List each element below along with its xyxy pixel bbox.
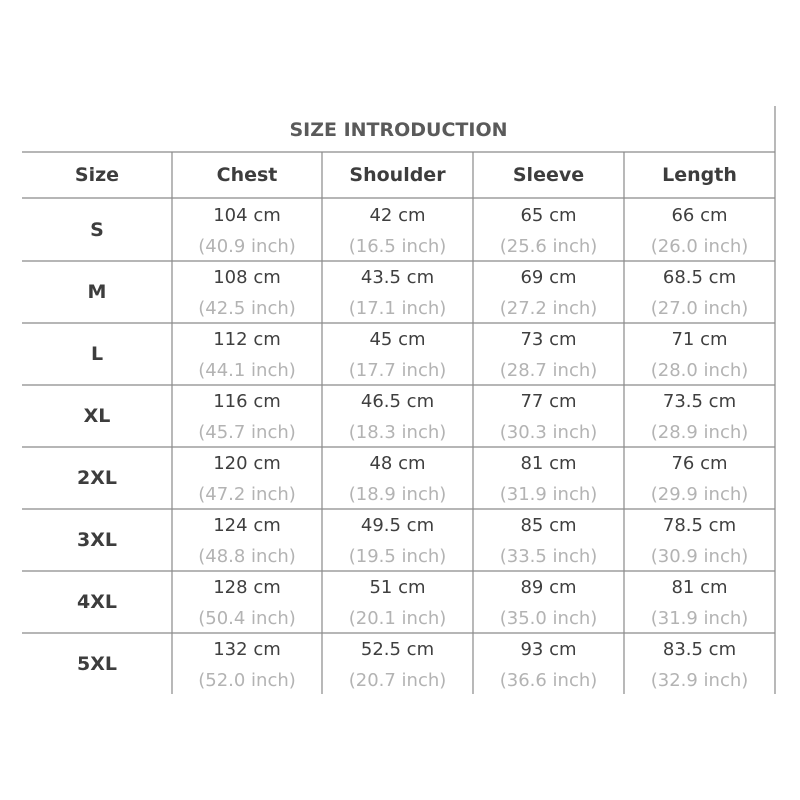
measurement-inch: (44.1 inch): [198, 360, 296, 381]
measurement-cm: 89 cm: [520, 577, 577, 598]
measurement-inch: (19.5 inch): [348, 546, 447, 567]
measurement-cm: 69 cm: [520, 267, 577, 288]
measurement-inch: (47.2 inch): [198, 484, 296, 505]
measurement-inch: (26.0 inch): [650, 236, 749, 257]
measurement-cm: 43.5 cm: [360, 267, 435, 288]
measurement-inch: (31.9 inch): [499, 484, 598, 505]
measurement-cm: 112 cm: [213, 329, 281, 350]
measurement-cm: 73 cm: [520, 329, 577, 350]
column-header: Size: [74, 164, 120, 186]
measurement-cm: 51 cm: [369, 577, 426, 598]
column-header: Sleeve: [512, 164, 585, 186]
measurement-inch: (31.9 inch): [650, 608, 749, 629]
measurement-inch: (33.5 inch): [499, 546, 598, 567]
measurement-inch: (20.7 inch): [348, 670, 447, 691]
measurement-cm: 68.5 cm: [662, 267, 737, 288]
size-label: 5XL: [77, 653, 117, 675]
measurement-cm: 104 cm: [213, 205, 281, 226]
column-header: Chest: [216, 164, 278, 186]
measurement-inch: (40.9 inch): [198, 236, 296, 257]
measurement-inch: (32.9 inch): [650, 670, 749, 691]
measurement-cm: 66 cm: [671, 205, 728, 226]
measurement-cm: 78.5 cm: [662, 515, 737, 536]
measurement-inch: (30.3 inch): [499, 422, 598, 443]
measurement-cm: 85 cm: [520, 515, 577, 536]
measurement-inch: (48.8 inch): [198, 546, 296, 567]
size-label: XL: [83, 405, 111, 427]
measurement-inch: (25.6 inch): [499, 236, 598, 257]
measurement-cm: 81 cm: [520, 453, 577, 474]
measurement-cm: 128 cm: [213, 577, 281, 598]
measurement-cm: 46.5 cm: [360, 391, 435, 412]
size-label: 4XL: [77, 591, 117, 613]
measurement-cm: 108 cm: [213, 267, 281, 288]
measurement-cm: 93 cm: [520, 639, 577, 660]
measurement-inch: (28.7 inch): [499, 360, 598, 381]
measurement-cm: 71 cm: [671, 329, 728, 350]
measurement-inch: (28.9 inch): [650, 422, 749, 443]
measurement-inch: (36.6 inch): [499, 670, 598, 691]
measurement-inch: (18.9 inch): [348, 484, 447, 505]
size-label: 3XL: [77, 529, 117, 551]
size-label: S: [90, 219, 104, 241]
measurement-inch: (42.5 inch): [198, 298, 296, 319]
measurement-inch: (17.1 inch): [348, 298, 447, 319]
measurement-cm: 81 cm: [671, 577, 728, 598]
measurement-inch: (35.0 inch): [499, 608, 598, 629]
measurement-inch: (27.2 inch): [499, 298, 598, 319]
measurement-cm: 65 cm: [520, 205, 577, 226]
measurement-cm: 45 cm: [369, 329, 426, 350]
measurement-inch: (27.0 inch): [650, 298, 749, 319]
size-label: 2XL: [77, 467, 117, 489]
measurement-cm: 77 cm: [520, 391, 577, 412]
measurement-cm: 120 cm: [213, 453, 281, 474]
measurement-inch: (52.0 inch): [198, 670, 296, 691]
measurement-inch: (20.1 inch): [348, 608, 447, 629]
size-label: L: [90, 343, 104, 365]
table-title: SIZE INTRODUCTION: [289, 119, 508, 141]
measurement-cm: 116 cm: [213, 391, 281, 412]
column-header: Length: [662, 164, 737, 186]
measurement-cm: 49.5 cm: [360, 515, 435, 536]
size-label: M: [87, 281, 107, 303]
measurement-inch: (17.7 inch): [348, 360, 447, 381]
measurement-cm: 52.5 cm: [360, 639, 435, 660]
measurement-cm: 76 cm: [671, 453, 728, 474]
column-header: Shoulder: [349, 164, 446, 186]
measurement-inch: (18.3 inch): [348, 422, 447, 443]
measurement-inch: (16.5 inch): [348, 236, 447, 257]
measurement-cm: 73.5 cm: [662, 391, 737, 412]
measurement-cm: 42 cm: [369, 205, 426, 226]
measurement-cm: 48 cm: [369, 453, 426, 474]
measurement-inch: (29.9 inch): [650, 484, 749, 505]
measurement-cm: 124 cm: [213, 515, 281, 536]
measurement-inch: (30.9 inch): [650, 546, 749, 567]
measurement-cm: 83.5 cm: [662, 639, 737, 660]
measurement-cm: 132 cm: [213, 639, 281, 660]
measurement-inch: (45.7 inch): [198, 422, 296, 443]
measurement-inch: (28.0 inch): [650, 360, 749, 381]
measurement-inch: (50.4 inch): [198, 608, 296, 629]
